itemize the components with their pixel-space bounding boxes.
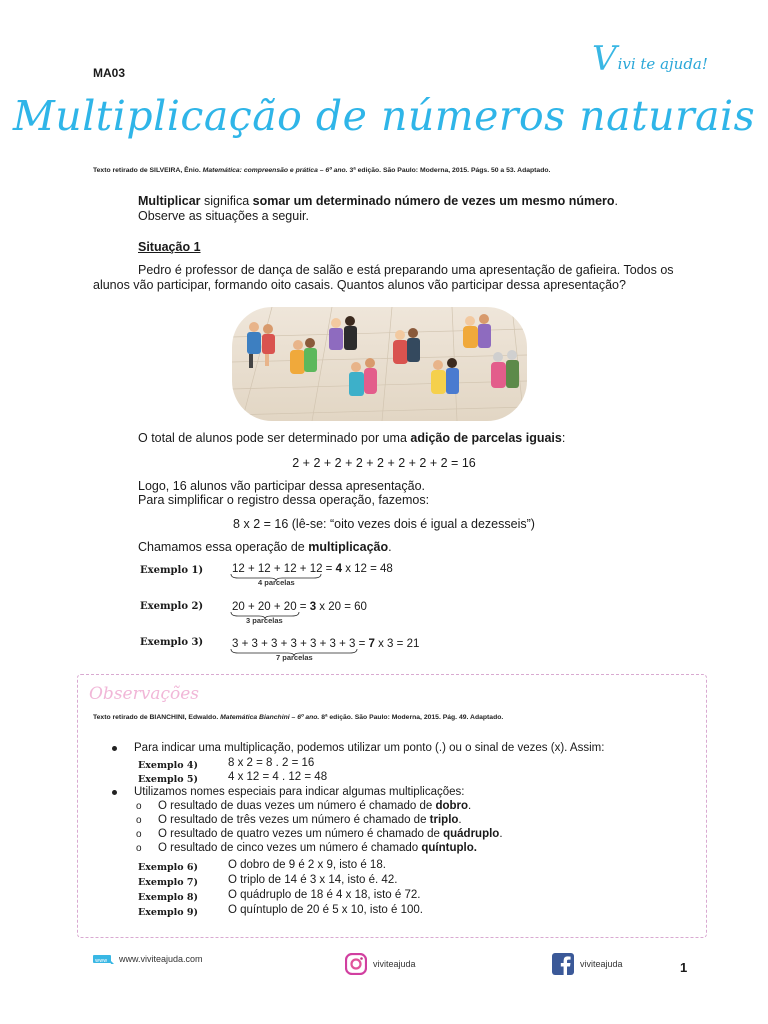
intro-text-1: significa [200, 194, 253, 208]
example-7-label: Exemplo 7) [138, 877, 199, 888]
sub-item-bold: quádruplo [443, 828, 500, 840]
page-title: Multiplicação de números naturais [12, 92, 756, 140]
bullet-1-text: Para indicar uma multiplicação, podemos utilizar um ponto (.) ou o sinal de vezes (x). Assim: [134, 742, 605, 754]
example-5-text: 4 x 12 = 4 . 12 = 48 [228, 771, 328, 783]
situation-label: Situação 1 [138, 240, 201, 254]
example-9-text: O quíntuplo de 20 é 5 x 10, isto é 100. [228, 904, 424, 916]
sub-item-bold: triplo [429, 814, 459, 826]
sub-item-end: . [458, 814, 462, 826]
example-8-label: Exemplo 8) [138, 892, 199, 903]
facebook-handle: viviteajuda [580, 959, 623, 969]
obs-source-book: Matemática Bianchini – 6º ano. [220, 714, 320, 721]
example-3-sum: 3 + 3 + 3 + 3 + 3 + 3 + 3 [232, 638, 356, 650]
obs-source-prefix: Texto retirado de BIANCHINI, Edwaldo. [93, 714, 221, 721]
example-3-label: Exemplo 3) [140, 637, 204, 648]
example-4-text: 8 x 2 = 8 . 2 = 16 [228, 757, 315, 769]
example-1-label: Exemplo 1) [140, 565, 204, 576]
sub-item-text: O resultado de três vezes um número é chamado de [158, 814, 430, 826]
example-9-label: Exemplo 9) [138, 907, 199, 918]
example-7-text: O triplo de 14 é 3 x 14, isto é. 42. [228, 874, 398, 886]
source-citation [93, 167, 550, 174]
bullet-2-text: Utilizamos nomes especiais para indicar algumas multiplicações: [134, 786, 465, 798]
sub-item-bold: quíntuplo. [421, 842, 477, 854]
operation-name-plain: Chamamos essa operação de [138, 540, 309, 554]
sub-item-quintuplo [158, 842, 477, 855]
example-3-parcels: 7 parcelas [276, 653, 313, 662]
footer-instagram[interactable] [345, 953, 416, 975]
sub-bullet-marker: o [136, 843, 142, 854]
operation-name [138, 540, 392, 555]
example-1-sum: 12 + 12 + 12 + 12 [232, 563, 323, 575]
total-text-bold: adição de parcelas iguais [410, 431, 562, 445]
example-2-sum: 20 + 20 + 20 [232, 601, 297, 613]
example-2-label: Exemplo 2) [140, 601, 204, 612]
instagram-handle: viviteajuda [373, 959, 416, 969]
svg-text:www: www [95, 958, 108, 964]
obs-source-suffix: 8ª edição. São Paulo: Moderna, 2015. Pág. 49. Adaptado. [319, 714, 504, 721]
page-number: 1 [680, 960, 688, 975]
sub-bullet-marker: o [136, 829, 142, 840]
example-3-rest: x 3 = 21 [374, 638, 420, 650]
example-3-eq: = [355, 638, 369, 650]
source-suffix: 3ª edição. São Paulo: Moderna, 2015. Págs. 50 a 53. Adaptado. [347, 167, 551, 174]
operation-name-end: . [388, 540, 392, 554]
example-4-label: Exemplo 4) [138, 760, 199, 771]
website-icon [93, 953, 115, 965]
example-1-eq: = [322, 563, 336, 575]
dancers-illustration [232, 307, 527, 421]
logo-v: V [592, 39, 617, 79]
sub-item-quadruplo [158, 828, 503, 841]
sub-bullet-marker: o [136, 815, 142, 826]
source-book: Matemática: compreensão e prática – 6º ano. [202, 167, 348, 174]
sub-item-end: . [468, 800, 472, 812]
total-text-end: : [561, 431, 566, 445]
sub-item-end: . [499, 828, 503, 840]
example-6-label: Exemplo 6) [138, 862, 199, 873]
sum-equation: 2 + 2 + 2 + 2 + 2 + 2 + 2 + 2 = 16 [292, 456, 476, 470]
instagram-icon [345, 953, 367, 975]
example-1-factor: 4 [335, 563, 342, 575]
sub-item-dobro [158, 800, 471, 813]
sub-item-text: O resultado de quatro vezes um número é chamado de [158, 828, 444, 840]
sub-item-bold: dobro [435, 800, 469, 812]
website-text: www.viviteajuda.com [119, 954, 203, 964]
intro-bold-1: Multiplicar [138, 194, 201, 208]
sub-bullet-marker: o [136, 801, 142, 812]
intro-line-2: Observe as situações a seguir. [138, 209, 309, 223]
bullet-dot [112, 790, 117, 795]
example-8-text: O quádruplo de 18 é 4 x 18, isto é 72. [228, 889, 421, 901]
logo-text: ivi te ajuda! [617, 55, 708, 73]
example-2-parcels: 3 parcelas [246, 616, 283, 625]
operation-name-bold: multiplicação [308, 540, 389, 554]
multiplication-equation: 8 x 2 = 16 (lê-se: “oito vezes dois é igual a dezesseis”) [233, 517, 535, 531]
observations-source [93, 714, 503, 721]
total-text [138, 431, 565, 446]
sub-item-triplo [158, 814, 462, 827]
bullet-dot [112, 746, 117, 751]
sub-item-text: O resultado de cinco vezes um número é chamado [158, 842, 422, 854]
example-1-parcels: 4 parcelas [258, 578, 295, 587]
observations-title: Observações [89, 684, 200, 704]
brand-logo [592, 39, 708, 79]
situation-paragraph: Pedro é professor de dança de salão e está preparando uma apresentação de gafieira. Todos os alunos vão participar, formando oito casais. Quantos alunos vão participar dessa apresentação? [93, 263, 674, 292]
intro-bold-2: somar um determinado número de vezes um mesmo número [252, 194, 615, 208]
intro-text [138, 194, 618, 224]
example-1-rest: x 12 = 48 [342, 563, 393, 575]
example-3-factor: 7 [368, 638, 375, 650]
example-2-factor: 3 [309, 601, 317, 613]
facebook-icon [552, 953, 574, 975]
footer-website[interactable] [93, 953, 203, 965]
conclusion-line-1: Logo, 16 alunos vão participar dessa apresentação. [138, 479, 425, 493]
footer-facebook[interactable] [552, 953, 623, 975]
sub-item-text: O resultado de duas vezes um número é chamado de [158, 800, 436, 812]
example-5-label: Exemplo 5) [138, 774, 199, 785]
intro-text-2: . [614, 194, 619, 208]
example-2-rest: x 20 = 60 [316, 601, 367, 613]
source-prefix: Texto retirado de SILVEIRA, Ênio. [93, 167, 203, 174]
conclusion-line-2: Para simplificar o registro dessa operação, fazemos: [138, 493, 430, 507]
total-text-plain: O total de alunos pode ser determinado por uma [138, 431, 411, 445]
example-6-text: O dobro de 9 é 2 x 9, isto é 18. [228, 859, 386, 871]
document-code: MA03 [93, 66, 126, 80]
example-2-eq: = [296, 601, 310, 613]
